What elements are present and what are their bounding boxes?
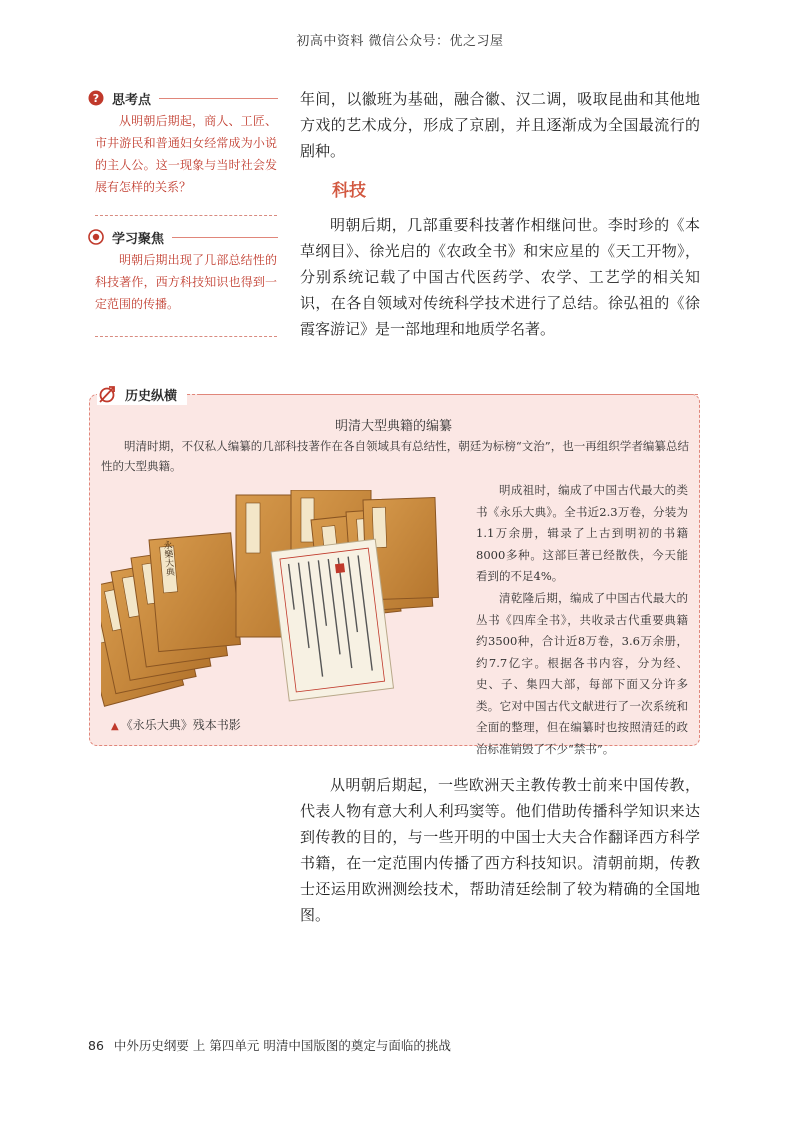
yongle-dadian-photo [101,490,441,715]
section-title: 科技 [332,181,366,201]
think-point-rule [159,98,278,99]
study-focus-heading [88,226,278,248]
footer-text: 中外历史纲要 上 第四单元 明清中国版图的奠定与面临的挑战 [113,1038,451,1053]
siku-quanshu-paragraph: 清乾隆后期，编成了中国古代最大的丛书《四库全书》，共收录古代重要典籍约3500种，合计近8万卷，3.6万余册，约7.7亿字。根据各书内容，分为经、史、子、集四大部，每部下面又分许多类。它对中国古代文献进行了一次系统和全面的整理，但在编纂时也按照清廷的政治标准销毁了不少“禁书”。 [476,591,688,756]
history-box-tab [97,383,187,405]
body-paragraph-missionaries: 从明朝后期起，一些欧洲天主教传教士前来中国传教，代表人物有意大利人利玛窦等。他们借助传播科学知识来达到传教的目的，与一些开明的中国士大夫合作翻译西方科学书籍，在一定范围内传播了西方科技知识。清朝前期，传教士还运用欧洲测绘技术，帮助清廷绘制了较为精确的全国地图。 [300,776,700,924]
photo-caption-text: 《永乐大典》残本书影 [120,718,241,732]
focus-target-icon [88,229,104,245]
svg-text:?: ? [92,92,100,106]
page-footer [88,1036,451,1054]
page-number: 86 [88,1038,104,1053]
body-paragraph-continued: 年间，以徽班为基础，融合徽、汉二调，吸取昆曲和其他地方戏的艺术成分，形成了京剧，并且逐渐成为全国最流行的剧种。 [300,90,700,160]
think-point-text: 从明朝后期起，商人、工匠、市井游民和普通妇女经常成为小说的主人公。这一现象与当时社会发展有怎样的关系？ [95,114,277,194]
body-paragraph-science: 明朝后期，几部重要科技著作相继问世。李时珍的《本草纲目》、徐光启的《农政全书》和宋应星的《天工开物》，分别系统记载了中国古代医药学、农学、工艺学的相关知识，在各自领域对传统科学技术进行了总结。徐弘祖的《徐霞客游记》是一部地理和地质学名著。 [300,216,700,338]
history-box-top-rule [200,394,698,395]
book-stack-left [101,533,240,706]
history-scroll-icon [97,384,117,404]
open-page [271,539,393,701]
sidebar-divider [95,336,277,337]
caption-triangle-icon: ▲ [111,721,119,732]
sidebar-divider [95,215,277,216]
history-box-title: 明清大型典籍的编纂 [334,419,452,434]
history-box-tab-title: 历史纵横 [125,388,178,404]
think-point-heading [88,87,278,109]
question-icon [88,90,104,106]
yongle-dadian-paragraph: 明成祖时，编成了中国古代最大的类书《永乐大典》。全书近2.3万卷，分装为1.1万余册，辑录了上古到明初的书籍8000多种。这部巨著已经散佚，今天能看到的不足4%。 [476,483,688,583]
history-box-intro: 明清时期，不仅私人编纂的几部科技著作在各自领域具有总结性，朝廷为标榜“文治”，也一再组织学者编纂总结性的大型典籍。 [101,439,689,473]
study-focus-rule [172,237,278,238]
page-header: 初高中资料 微信公众号：优之习屋 [296,34,504,49]
study-focus-text: 明朝后期出现了几部总结性的科技著作，西方科技知识也得到一定范围的传播。 [95,253,277,311]
think-point-title: 思考点 [112,92,152,108]
study-focus-title: 学习聚焦 [112,231,165,247]
book-cover-label: 永樂大典 [161,540,175,577]
photo-caption [111,716,241,733]
